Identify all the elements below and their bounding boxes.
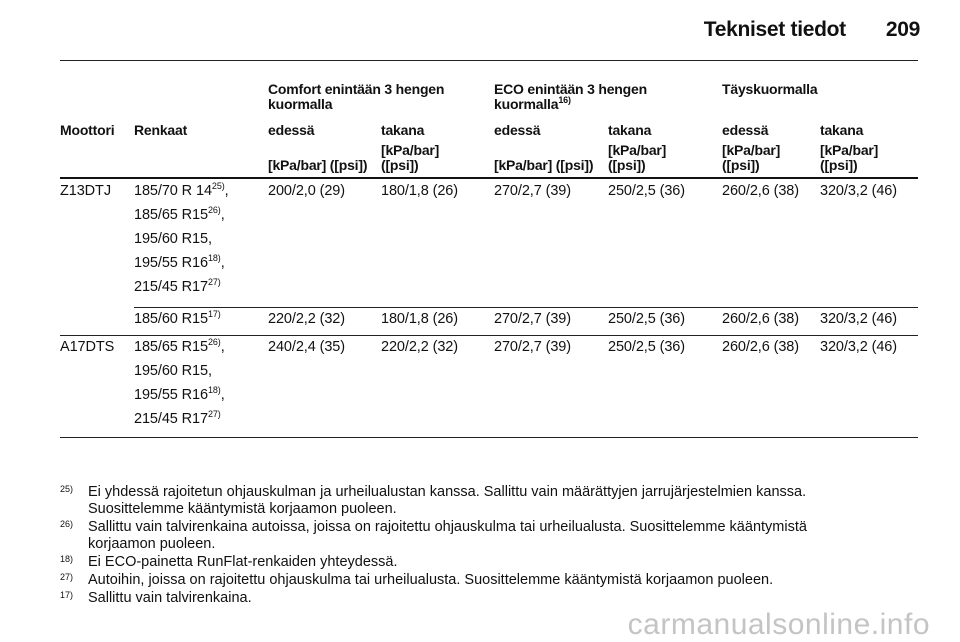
pressure-value: 320/3,2 (46) — [820, 339, 897, 355]
tyre-size: 185/60 R15$^{17)}$ — [134, 309, 221, 327]
footnote-text: korjaamon puoleen. — [88, 536, 216, 552]
col-header-eco-front: edessä — [494, 122, 541, 138]
col-header-tyres: Renkaat — [134, 122, 188, 138]
pressure-value: 270/2,7 (39) — [494, 339, 571, 355]
row-divider — [60, 335, 918, 336]
footnote-text: Ei ECO-painetta RunFlat-renkaiden yhteydessä. — [88, 554, 398, 570]
group-header-comfort: Comfort enintään 3 hengen kuormalla — [268, 81, 445, 112]
pressure-value: 180/1,8 (26) — [381, 183, 458, 199]
row-divider — [134, 307, 918, 308]
pressure-value: 200/2,0 (29) — [268, 183, 345, 199]
pressure-value: 260/2,6 (38) — [722, 183, 799, 199]
unit-full-front: [kPa/bar] ([psi]) — [722, 142, 781, 173]
header-rule — [60, 60, 918, 61]
pressure-value: 220/2,2 (32) — [381, 339, 458, 355]
page-number: 209 — [885, 18, 920, 41]
pressure-value: 270/2,7 (39) — [494, 311, 571, 327]
footnote — [60, 519, 918, 553]
engine-cell: Z13DTJ — [60, 183, 111, 199]
pressure-value: 250/2,5 (36) — [608, 311, 685, 327]
footnote — [60, 484, 918, 518]
footnote-mark: 25) — [60, 484, 74, 494]
tyre-size: 185/70 R 14$^{25)}$, — [134, 181, 229, 199]
pressure-value: 320/3,2 (46) — [820, 183, 897, 199]
footnote-mark: 26) — [60, 519, 74, 529]
engine-cell: A17DTS — [60, 339, 115, 355]
unit-full-rear: [kPa/bar] ([psi]) — [820, 142, 879, 173]
footnote-text: Sallittu vain talvirenkaina autoissa, joissa on rajoitettu ohjauskulma tai urheilualusta. Suosittelemme kääntymistä — [88, 519, 807, 535]
pressure-value: 250/2,5 (36) — [608, 339, 685, 355]
tyre-size: 195/55 R16$^{18)}$, — [134, 253, 225, 271]
table-bottom-rule — [60, 437, 918, 438]
unit-comfort-rear: [kPa/bar] ([psi]) — [381, 142, 440, 173]
col-header-engine: Moottori — [60, 122, 115, 138]
col-header-eco-rear: takana — [608, 122, 652, 138]
col-header-comfort-front: edessä — [268, 122, 315, 138]
footnote-text: Sallittu vain talvirenkaina. — [88, 590, 252, 606]
unit-eco-front: [kPa/bar] ([psi]) — [494, 157, 594, 173]
footnote — [60, 572, 918, 589]
footnote-text: Autoihin, joissa on rajoitettu ohjauskulma tai urheilualusta. Suosittelemme kääntymistä korjaamon puoleen. — [88, 572, 774, 588]
page-title: Tekniset tiedot — [703, 18, 846, 41]
header-bottom-rule — [60, 177, 918, 179]
watermark: carmanualsonline.info — [627, 608, 930, 641]
col-header-comfort-rear: takana — [381, 122, 425, 138]
unit-eco-rear: [kPa/bar] ([psi]) — [608, 142, 667, 173]
tyre-size: 215/45 R17$^{27)}$ — [134, 277, 221, 295]
tyre-size: 185/65 R15$^{26)}$, — [134, 337, 225, 355]
pressure-value: 180/1,8 (26) — [381, 311, 458, 327]
tyre-size: 195/60 R15, — [134, 363, 212, 379]
footnote-mark: 17) — [60, 590, 74, 600]
pressure-value: 260/2,6 (38) — [722, 339, 799, 355]
unit-comfort-front: [kPa/bar] ([psi]) — [268, 157, 368, 173]
footnote-text: Suosittelemme kääntymistä korjaamon puoleen. — [88, 501, 397, 517]
tyre-size: 215/45 R17$^{27)}$ — [134, 409, 221, 427]
pressure-value: 250/2,5 (36) — [608, 183, 685, 199]
group-header-full-load: Täyskuormalla — [722, 81, 818, 97]
footnote-mark: 27) — [60, 572, 74, 582]
col-header-full-front: edessä — [722, 122, 769, 138]
pressure-value: 220/2,2 (32) — [268, 311, 345, 327]
tyre-size: 195/60 R15, — [134, 231, 212, 247]
footnote-mark: 18) — [60, 554, 74, 564]
tyre-size: 195/55 R16$^{18)}$, — [134, 385, 225, 403]
pressure-value: 270/2,7 (39) — [494, 183, 571, 199]
pressure-value: 260/2,6 (38) — [722, 311, 799, 327]
footnote — [60, 590, 918, 607]
footnote — [60, 554, 918, 571]
pressure-value: 240/2,4 (35) — [268, 339, 345, 355]
tyre-size: 185/65 R15$^{26)}$, — [134, 205, 225, 223]
group-header-eco: ECO enintään 3 hengen kuormalla$^{16)}$ — [494, 81, 647, 112]
col-header-full-rear: takana — [820, 122, 864, 138]
footnote-text: Ei yhdessä rajoitetun ohjauskulman ja urheilualustan kanssa. Sallittu vain määrättyjen jarrujärjestelmien kanssa. — [88, 484, 807, 500]
pressure-value: 320/3,2 (46) — [820, 311, 897, 327]
page-header — [704, 18, 920, 42]
